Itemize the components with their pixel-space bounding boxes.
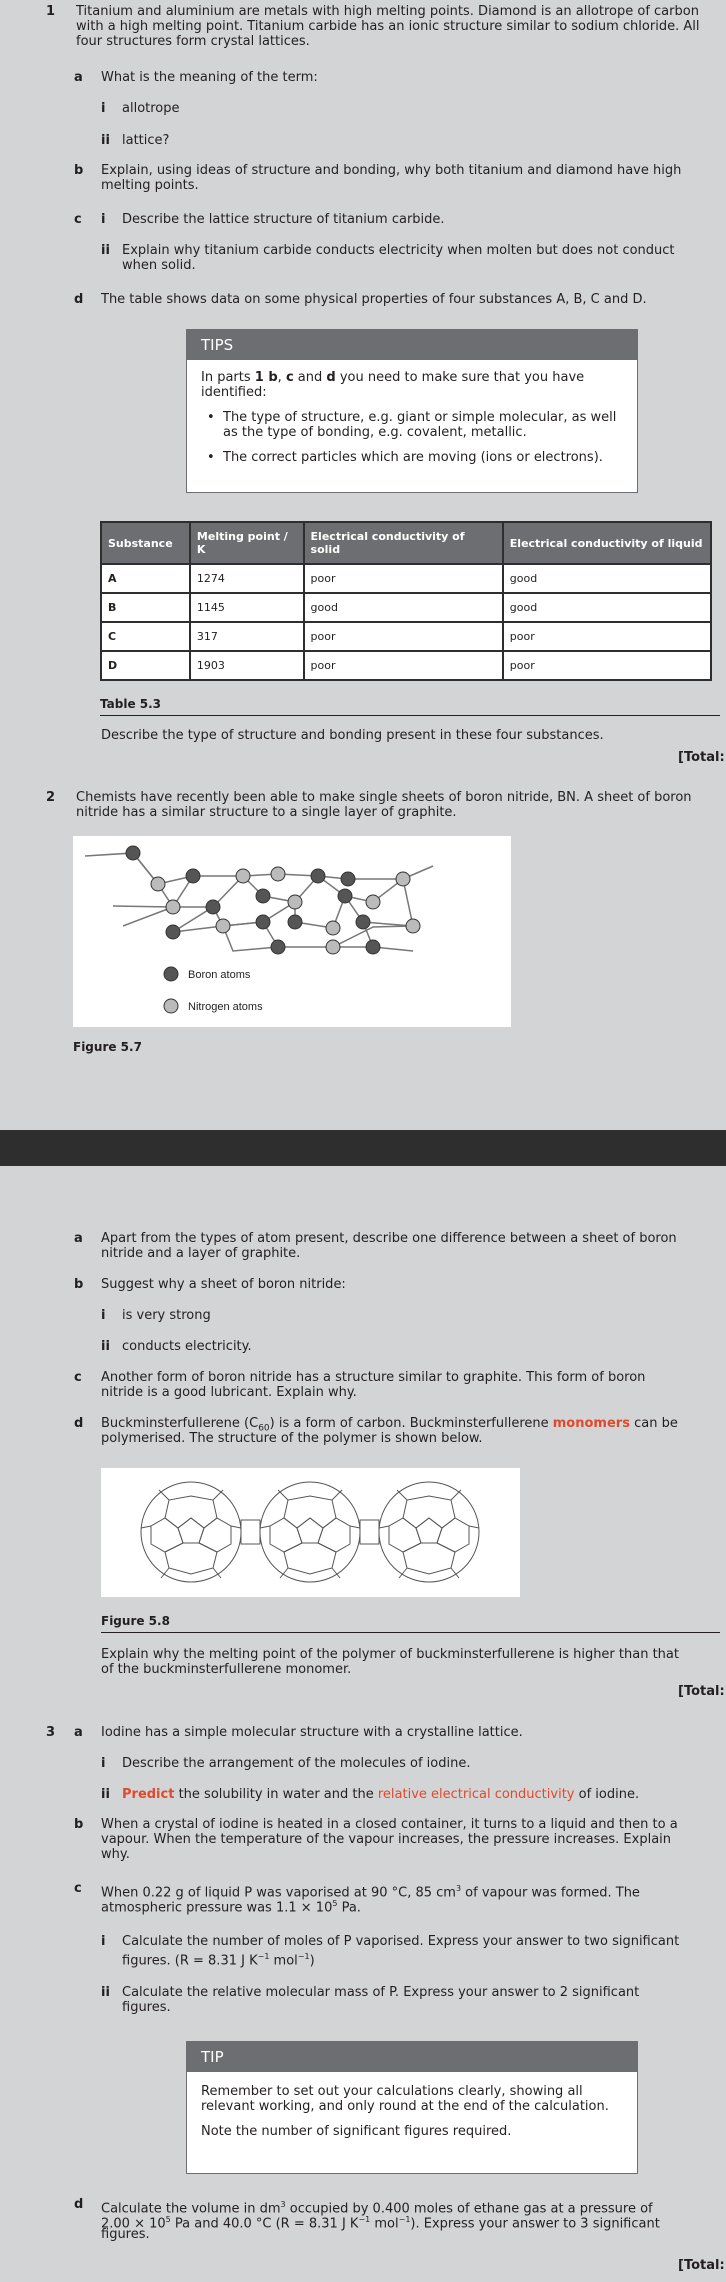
q3a-text: Iodine has a simple molecular structure with a crystalline lattice. bbox=[101, 1725, 523, 1740]
q3c-label: c bbox=[74, 1881, 82, 1896]
q3a-i-text: Describe the arrangement of the molecules of iodine. bbox=[122, 1756, 471, 1771]
fullerene-ball-1 bbox=[141, 1482, 241, 1582]
table-cell: poor bbox=[304, 622, 503, 651]
conductivity-keyword: relative electrical conductivity bbox=[377, 1787, 575, 1802]
page-1-margin bbox=[0, 1067, 726, 1130]
figure-5-7 bbox=[73, 836, 511, 1027]
q2a-label: a bbox=[74, 1231, 83, 1246]
q3b-label: b bbox=[74, 1817, 84, 1832]
q1c-ii-line1: Explain why titanium carbide conducts electricity when molten but does not conduct bbox=[122, 243, 675, 258]
fullerene-ball-3 bbox=[379, 1482, 479, 1582]
table-row bbox=[101, 564, 711, 593]
q1c-i-text: Describe the lattice structure of titanium carbide. bbox=[122, 212, 445, 227]
q2b-label: b bbox=[74, 1277, 84, 1292]
q3b-line1: When a crystal of iodine is heated in a closed container, it turns to a liquid and then to a bbox=[101, 1817, 678, 1832]
q2-intro-line2: nitride has a similar structure to a single layer of graphite. bbox=[76, 805, 457, 820]
tips-bullet-particles: • The correct particles which are moving (ions or electrons). bbox=[201, 450, 623, 465]
legend-nitrogen: Nitrogen atoms bbox=[188, 1001, 263, 1013]
monomers-keyword: monomers bbox=[552, 1416, 630, 1431]
page-2 bbox=[0, 1166, 726, 2282]
q1a-ii-label: ii bbox=[101, 133, 110, 148]
table-cell: D bbox=[101, 651, 190, 680]
figure-5-8 bbox=[101, 1468, 520, 1597]
table-header-cell: Electrical conductivity of liquid bbox=[503, 522, 711, 564]
tip-header: TIP bbox=[187, 2042, 637, 2072]
q1c-i-label: i bbox=[101, 212, 106, 227]
q1a-ii-text: lattice? bbox=[122, 133, 170, 148]
q2b-ii-text: conducts electricity. bbox=[122, 1339, 252, 1354]
q1a-i-label: i bbox=[101, 101, 106, 116]
tips-intro: In parts 1 b, c and d you need to make sure that you have identified: bbox=[201, 370, 585, 400]
table-caption: Table 5.3 bbox=[100, 697, 162, 711]
tip-paragraph-2: Note the number of significant figures required. bbox=[201, 2124, 512, 2139]
q3b-line2: vapour. When the temperature of the vapour increases, the pressure increases. Explain bbox=[101, 1832, 672, 1847]
q1d-describe: Describe the type of structure and bonding present in these four substances. bbox=[101, 728, 604, 743]
q1b-label: b bbox=[74, 163, 84, 178]
table-cell: good bbox=[503, 564, 711, 593]
table-cell: 1274 bbox=[190, 564, 304, 593]
table-cell: 1145 bbox=[190, 593, 304, 622]
q1-intro-line2: with a high melting point. Titanium carbide has an ionic structure similar to sodium chloride. All bbox=[76, 19, 700, 34]
q1a-text: What is the meaning of the term: bbox=[101, 70, 318, 85]
q1c-ii-line2: when solid. bbox=[122, 258, 196, 273]
q3c-ii-line2: figures. bbox=[122, 2000, 171, 2015]
table-cell: poor bbox=[304, 651, 503, 680]
q2a-line1: Apart from the types of atom present, describe one difference between a sheet of boron bbox=[101, 1231, 677, 1246]
q3a-ii-label: ii bbox=[101, 1787, 110, 1802]
q1-number: 1 bbox=[46, 4, 56, 19]
q2d-label: d bbox=[74, 1416, 84, 1431]
q2d-line2: polymerised. The structure of the polymer is shown below. bbox=[101, 1431, 483, 1446]
polymer-link-2 bbox=[360, 1520, 379, 1544]
tip-paragraph-1: Remember to set out your calculations clearly, showing all relevant working, and only round at the end of the calculation. bbox=[201, 2084, 609, 2114]
table-header-row bbox=[101, 522, 711, 564]
q2-number: 2 bbox=[46, 790, 56, 805]
q2b-ii-label: ii bbox=[101, 1339, 110, 1354]
page-divider bbox=[0, 1130, 726, 1166]
q3c-i-line2: figures. (R = 8.31 J $K^{-1}$ mol$^{-1}$) bbox=[122, 1952, 315, 1969]
table-cell: good bbox=[304, 593, 503, 622]
q2-intro-line1: Chemists have recently been able to make single sheets of boron nitride, BN. A sheet of boron bbox=[76, 790, 692, 805]
table-cell: good bbox=[503, 593, 711, 622]
q3d-label: d bbox=[74, 2197, 84, 2212]
q1c-ii-label: ii bbox=[101, 243, 110, 258]
q3c-line2: atmospheric pressure was $1.1 \times 10^5$ Pa. bbox=[101, 1899, 361, 1916]
q3c-i-label: i bbox=[101, 1934, 106, 1949]
nitrogen-legend-dot bbox=[164, 999, 178, 1013]
boron-legend-dot bbox=[164, 967, 178, 981]
q3a-i-label: i bbox=[101, 1756, 106, 1771]
q3d-line1: Calculate the volume in $dm^3$ occupied by 0.400 moles of ethane gas at a pressure of bbox=[101, 2200, 653, 2217]
table-5-3 bbox=[100, 521, 712, 681]
tips-header: TIPS bbox=[187, 330, 637, 360]
table-header-cell: Electrical conductivity of solid bbox=[304, 522, 503, 564]
q1d-label: d bbox=[74, 292, 84, 307]
q3-number: 3 bbox=[46, 1725, 56, 1740]
q2b-i-text: is very strong bbox=[122, 1308, 211, 1323]
q1-intro-line3: four structures form crystal lattices. bbox=[76, 34, 310, 49]
q1-total: [Total: bbox=[678, 750, 725, 765]
q3a-label: a bbox=[74, 1725, 83, 1740]
table-cell: 317 bbox=[190, 622, 304, 651]
q1a-label: a bbox=[74, 70, 83, 85]
q2c-line1: Another form of boron nitride has a structure similar to graphite. This form of boron bbox=[101, 1370, 646, 1385]
polymer-link-1 bbox=[241, 1520, 260, 1544]
q3c-i-line1: Calculate the number of moles of P vaporised. Express your answer to two significant bbox=[122, 1934, 680, 1949]
q2d-line1: Buckminsterfullerene $(C_{60})$ is a form of carbon. Buckminsterfullerene monomers can be bbox=[101, 1416, 678, 1434]
tips-bullet-structure: • The type of structure, e.g. giant or simple molecular, as well as the type of bonding, e.g. covalent, metallic. bbox=[201, 410, 623, 440]
tips-list bbox=[201, 410, 623, 465]
q2-total: [Total: bbox=[678, 1684, 725, 1699]
q2c-label: c bbox=[74, 1370, 82, 1385]
table-row bbox=[101, 651, 711, 680]
tips-body bbox=[187, 360, 637, 485]
q1d-text: The table shows data on some physical properties of four substances A, B, C and D. bbox=[101, 292, 647, 307]
q2c-line2: nitride is a good lubricant. Explain why. bbox=[101, 1385, 357, 1400]
table-header-cell: Substance bbox=[101, 522, 190, 564]
q3d-line2: $2.00 \times 10^5$ Pa and 40.0 °C (R = 8.31 J $K^{-1}$ mol$^{-1}$). Express your answer to 3 significant bbox=[101, 2215, 660, 2232]
q1c-label: c bbox=[74, 212, 82, 227]
figure-5-7-caption: Figure 5.7 bbox=[73, 1040, 142, 1054]
q2b-text: Suggest why a sheet of boron nitride: bbox=[101, 1277, 346, 1292]
q3a-ii-text: Predict the solubility in water and the relative electrical conductivity of iodine. bbox=[122, 1787, 640, 1802]
boron-nitride-diagram bbox=[73, 836, 511, 1027]
legend-boron: Boron atoms bbox=[188, 969, 251, 981]
figure-5-8-caption: Figure 5.8 bbox=[101, 1614, 170, 1628]
q3c-line1: When 0.22 g of liquid P was vaporised at 90 °C, 85 $cm^3$ of vapour was formed. The bbox=[101, 1884, 640, 1901]
table-cell: 1903 bbox=[190, 651, 304, 680]
table-cell: poor bbox=[503, 622, 711, 651]
q3-total: [Total: bbox=[678, 2258, 725, 2273]
table-row bbox=[101, 593, 711, 622]
q3d-line3: figures. bbox=[101, 2227, 150, 2242]
page-1 bbox=[0, 0, 726, 1130]
q1-intro-line1: Titanium and aluminium are metals with high melting points. Diamond is an allotrope of carbon bbox=[76, 4, 699, 19]
q2d-explain-line1: Explain why the melting point of the polymer of buckminsterfullerene is higher than that bbox=[101, 1647, 679, 1662]
q2a-line2: nitride and a layer of graphite. bbox=[101, 1246, 301, 1261]
q1a-i-text: allotrope bbox=[122, 101, 180, 116]
q1b-line1: Explain, using ideas of structure and bonding, why both titanium and diamond have high bbox=[101, 163, 682, 178]
table-cell: poor bbox=[503, 651, 711, 680]
table-header-cell: Melting point / K bbox=[190, 522, 304, 564]
q2d-explain-line2: of the buckminsterfullerene monomer. bbox=[101, 1662, 352, 1677]
q1b-line2: melting points. bbox=[101, 178, 199, 193]
q3b-line3: why. bbox=[101, 1847, 130, 1862]
figure-5-8-rule bbox=[101, 1632, 720, 1633]
table-cell: A bbox=[101, 564, 190, 593]
table-cell: B bbox=[101, 593, 190, 622]
predict-keyword: Predict bbox=[122, 1787, 175, 1802]
tip-box bbox=[186, 2041, 638, 2174]
q3c-ii-line1: Calculate the relative molecular mass of P. Express your answer to 2 significant bbox=[122, 1985, 640, 2000]
table-cell: C bbox=[101, 622, 190, 651]
table-row bbox=[101, 622, 711, 651]
tips-box bbox=[186, 329, 638, 493]
table-cell: poor bbox=[304, 564, 503, 593]
table-caption-rule bbox=[100, 715, 720, 716]
q3c-ii-label: ii bbox=[101, 1985, 110, 2000]
q2b-i-label: i bbox=[101, 1308, 106, 1323]
fullerene-polymer-diagram bbox=[101, 1468, 520, 1597]
fullerene-ball-2 bbox=[260, 1482, 360, 1582]
tip-body bbox=[187, 2072, 637, 2149]
